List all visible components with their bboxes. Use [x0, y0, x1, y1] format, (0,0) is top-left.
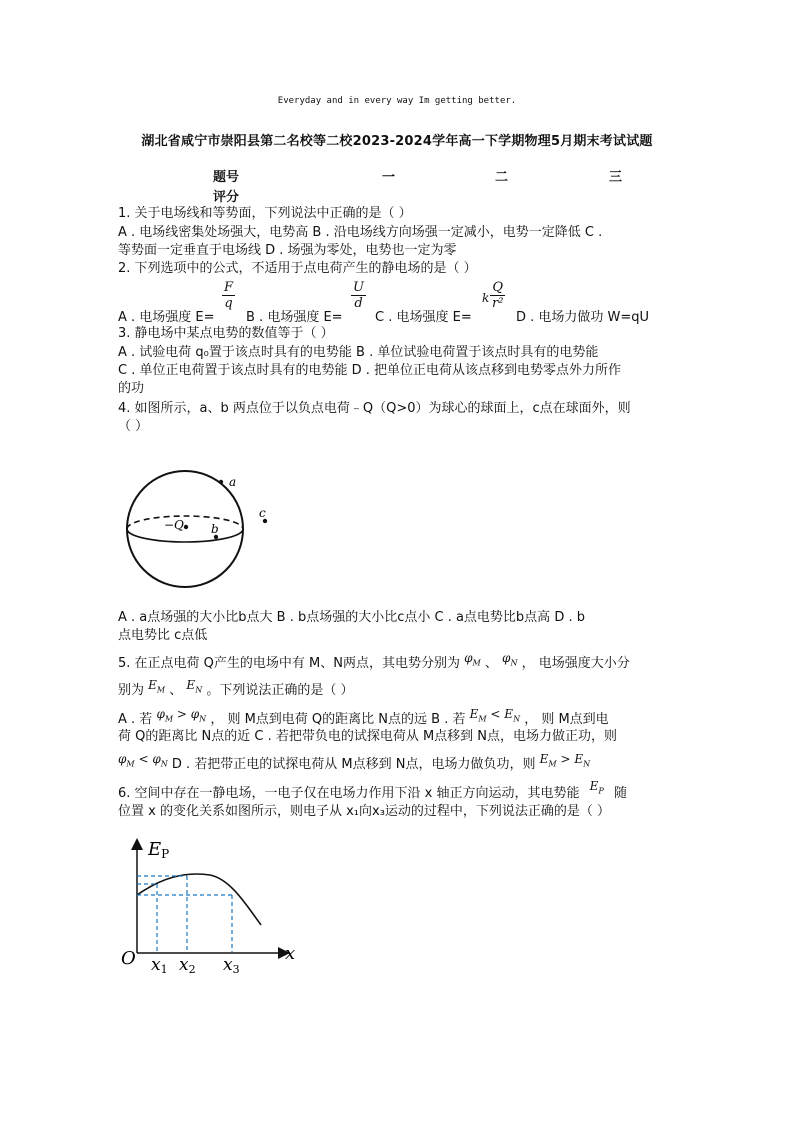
q5-line-2 — [118, 678, 354, 704]
q4-stem-line-1: 4. 如图所示，a、b 两点位于以负点电荷﹣Q（Q>0）为球心的球面上，c点在球面外，则 — [118, 401, 631, 416]
x3-label: x3 — [223, 955, 240, 976]
q2-stem: 2. 下列选项中的公式，不适用于点电荷产生的静电场的是（ ） — [118, 261, 477, 276]
q5-line-2-text-a: 别为 — [118, 683, 145, 698]
q3-options-line-1: A . 试验电荷 q₀置于该点时具有的电势能 B . 单位试验电荷置于该点时具有的电势能 — [118, 345, 599, 360]
q5-line-1-sep: 、 — [484, 656, 498, 671]
q2-a-numerator: F — [224, 280, 234, 295]
e-m-symbol: $E_M$ — [148, 678, 166, 695]
q5-line-5 — [118, 752, 591, 778]
q4-stem-line-2: （ ） — [118, 419, 149, 434]
q2-option-a-label: A . 电场强度 E= — [118, 310, 215, 325]
q5-line-4: 荷 Q的距离比 N点的近 C . 若把带负电的试探电荷从 M点移到 N点，电场力做正功，则 — [118, 729, 618, 744]
ep-curve — [137, 874, 261, 925]
q5-line-5-text: D . 若把带正电的试探电荷从 M点移到 N点，电场力做负功，则 — [171, 757, 536, 772]
q2-option-a-fraction — [222, 280, 235, 311]
q2-option-c-fraction — [490, 280, 505, 311]
phi-n-symbol: $\varphi_N$ — [502, 651, 518, 668]
q5-line-1-text-b: ， 电场强度大小分 — [521, 656, 630, 671]
condition-phi-m-lt-phi-n: $\varphi_M < \varphi_N$ — [118, 752, 168, 769]
condition-e-m-gt-e-n: $E_M > E_N$ — [539, 752, 591, 769]
q5-line-2-text-b: 。下列说法正确的是（ ） — [206, 683, 354, 698]
point-q-dot — [184, 525, 188, 529]
q5-line-3-text-b: ， 则 M点到电荷 Q的距离比 N点的远 B . 若 — [210, 712, 466, 727]
sphere-outline — [127, 471, 243, 587]
q6-line-1-text-a: 6. 空间中存在一静电场，一电子仅在电场力作用下沿 x 轴正方向运动，其电势能 — [118, 786, 580, 801]
equator-front — [127, 529, 243, 542]
condition-e-m-lt-e-n: $E_M < E_N$ — [469, 707, 521, 724]
potential-energy-graph — [115, 833, 315, 978]
q5-line-2-sep: 、 — [169, 683, 183, 698]
q5-line-3-text-c: ， 则 M点到电 — [524, 712, 609, 727]
q3-stem: 3. 静电场中某点电势的数值等于（ ） — [118, 326, 334, 341]
score-table-col-2: 二 — [495, 170, 509, 185]
q6-line-2: 位置 x 的变化关系如图所示，则电子从 x₁向x₃运动的过程中，下列说法正确的是（ ） — [118, 804, 611, 819]
ep-symbol: $E_P$ — [589, 779, 604, 796]
label-negative-q: −Q — [164, 518, 184, 532]
q2-option-b-fraction — [351, 280, 366, 311]
q5-line-3-text-a: A . 若 — [118, 712, 153, 727]
score-table-label-number: 题号 — [213, 170, 240, 185]
q2-b-numerator: U — [353, 280, 364, 295]
q1-options-line-1: A . 电场线密集处场强大，电势高 B . 沿电场线方向场强一定减小，电势一定降低 C . — [118, 225, 603, 240]
q2-b-denominator: d — [354, 296, 363, 311]
q5-line-1 — [118, 651, 630, 677]
q3-options-line-2: C . 单位正电荷置于该点时具有的电势能 D . 把单位正电荷从该点移到电势零点外力所作 — [118, 363, 622, 378]
label-c: c — [259, 506, 266, 520]
q6-line-1-text-b: 随 — [613, 786, 627, 801]
label-a: a — [229, 475, 237, 489]
phi-m-symbol: $\varphi_M$ — [464, 651, 481, 668]
q1-stem: 1. 关于电场线和等势面，下列说法中正确的是（ ） — [118, 206, 412, 221]
x2-label: x2 — [179, 955, 196, 976]
score-table-label-score: 评分 — [213, 190, 240, 205]
q2-option-b-label: B . 电场强度 E= — [246, 310, 343, 325]
q2-a-denominator: q — [224, 296, 233, 311]
q5-line-1-text-a: 5. 在正点电荷 Q产生的电场中有 M、N两点，其电势分别为 — [118, 656, 460, 671]
q4-options-line-2: 点电势比 c点低 — [118, 628, 208, 643]
motto-text: Everyday and in every way Im getting better. — [277, 96, 517, 106]
sphere-figure — [110, 455, 280, 605]
q2-c-numerator: Q — [490, 280, 505, 296]
y-axis-label: EP — [148, 839, 170, 861]
q2-option-d: D . 电场力做功 W=qU — [516, 310, 650, 325]
condition-phi-m-gt-phi-n: $\varphi_M > \varphi_N$ — [156, 707, 207, 724]
q2-c-denominator: r² — [492, 296, 504, 311]
q1-options-line-2: 等势面一定垂直于电场线 D . 场强为零处，电势也一定为零 — [118, 243, 457, 258]
q2-option-c-label: C . 电场强度 E= — [375, 310, 472, 325]
q4-options-line-1: A . a点场强的大小比b点大 B . b点场强的大小比c点小 C . a点电势比b点高 D . b — [118, 610, 585, 625]
label-b: b — [211, 522, 219, 536]
score-table-col-3: 三 — [609, 170, 623, 185]
q3-options-line-3: 的功 — [118, 381, 145, 396]
point-a-dot — [219, 480, 223, 484]
origin-label: O — [121, 948, 136, 969]
q2-c-constant-k: k — [482, 291, 490, 305]
score-table-col-1: 一 — [382, 170, 396, 185]
x1-label: x1 — [151, 955, 168, 976]
page-title: 湖北省咸宁市崇阳县第二名校等二校2023-2024学年高一下学期物理5月期末考试试题 — [141, 134, 653, 149]
e-n-symbol: $E_N$ — [186, 678, 203, 695]
x-axis-label: x — [285, 943, 296, 964]
